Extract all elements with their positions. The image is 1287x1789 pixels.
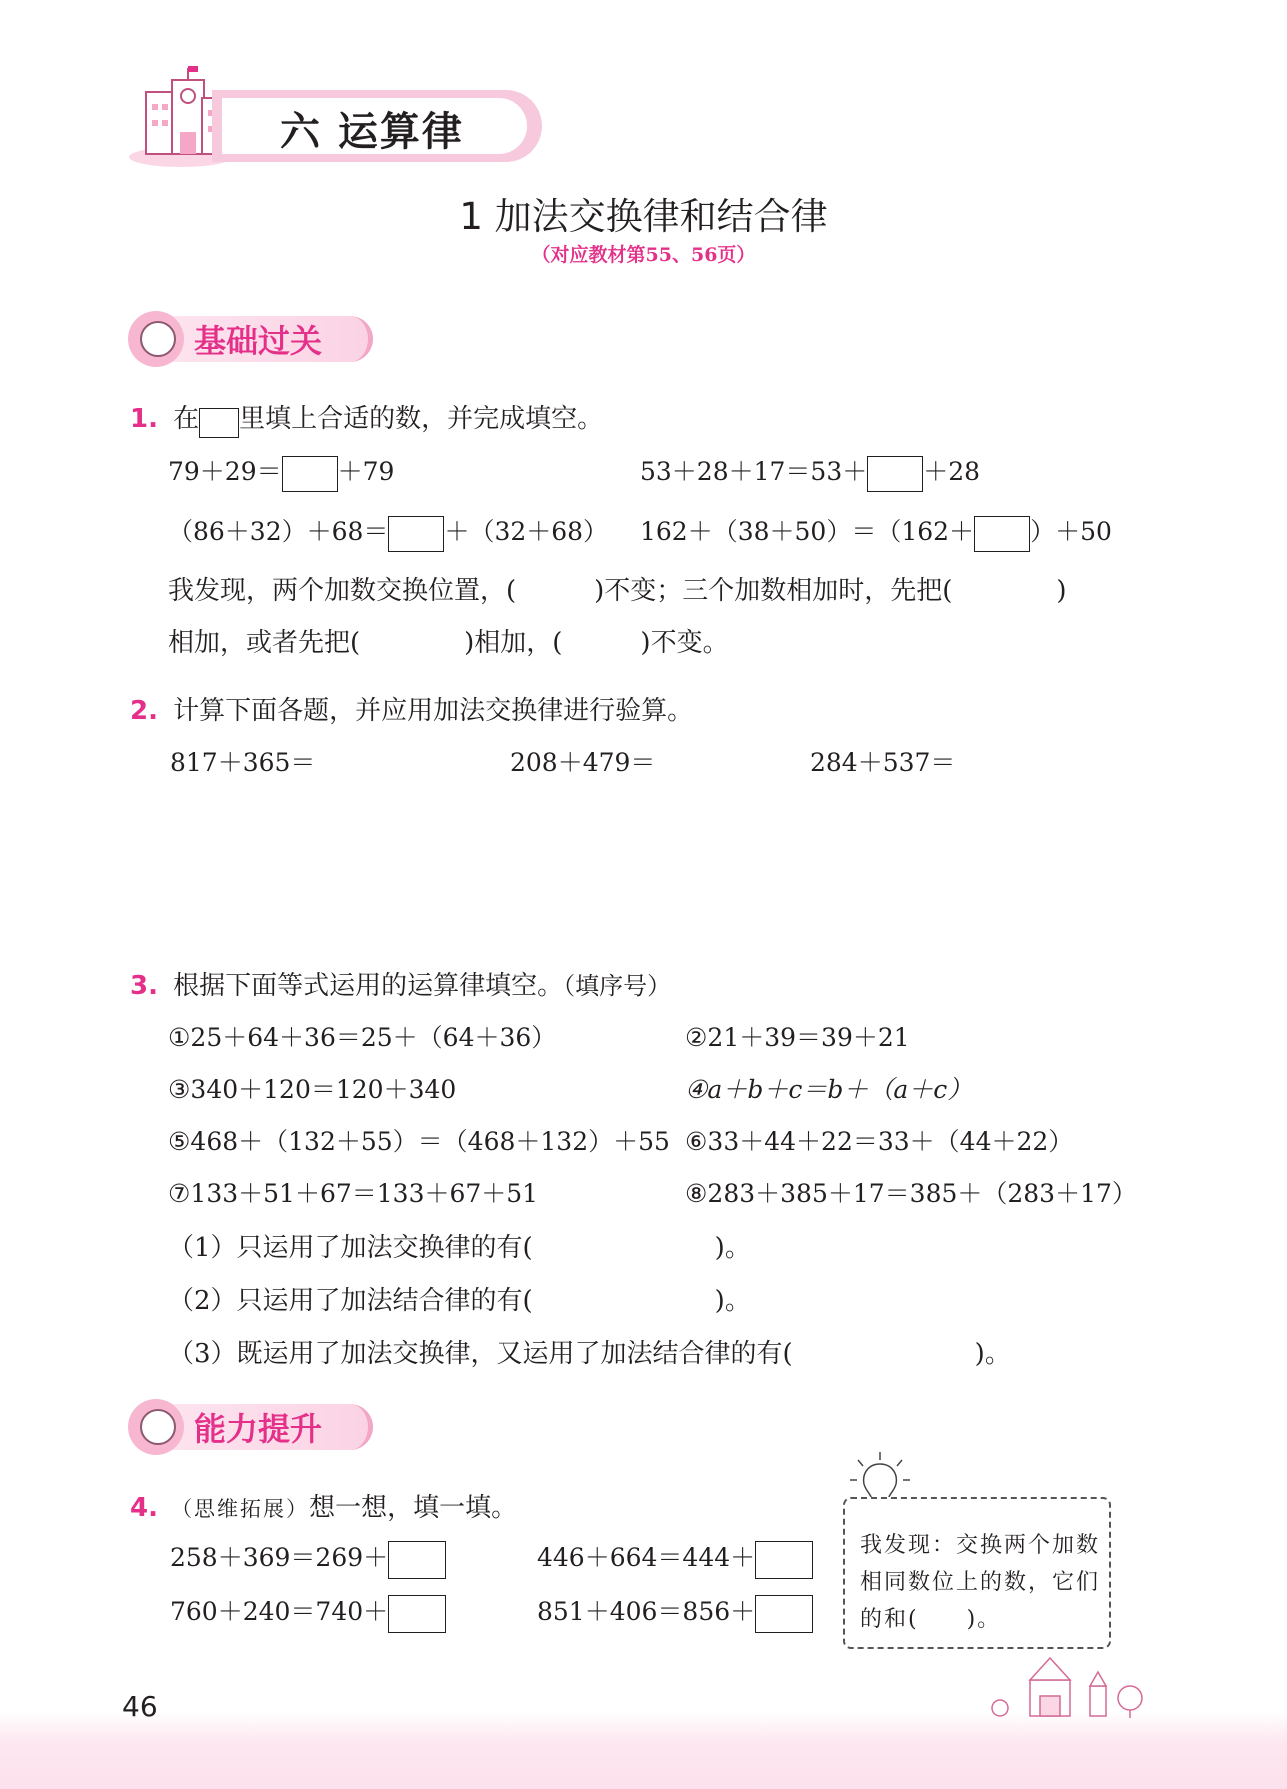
- calc-item: 208＋479＝: [510, 748, 656, 777]
- equation-item: ①25＋64＋36＝25＋（64＋36）: [168, 1023, 557, 1052]
- discovery-line-1: 我发现，两个加数交换位置，( )不变；三个加数相加时，先把( ): [168, 576, 1067, 606]
- equation-row: [640, 452, 980, 492]
- question-2-header: [130, 690, 693, 727]
- kid-face-icon: [128, 311, 184, 367]
- chapter-title: 六 运算律: [280, 109, 464, 155]
- section-label-basic: 基础过关: [194, 322, 323, 360]
- sub-question-3: （3）既运用了加法交换律，又运用了加法结合律的有( )。: [168, 1339, 1011, 1369]
- answer-box-sample: [199, 408, 239, 438]
- eq-text: ＋（32＋68）: [444, 517, 609, 546]
- answer-box[interactable]: [388, 1541, 446, 1579]
- question-3-header: [130, 965, 671, 1002]
- question-note: （填序号）: [563, 972, 672, 1000]
- eq-text: ）＋50: [1030, 517, 1112, 546]
- section-label-advanced: 能力提升: [194, 1410, 323, 1448]
- question-4-header: [130, 1487, 517, 1524]
- answer-box[interactable]: [755, 1541, 813, 1579]
- equation-item: ②21＋39＝39＋21: [685, 1023, 910, 1052]
- question-tag: （思维拓展）: [171, 1497, 310, 1521]
- question-text-b: 里填上合适的数，并完成填空。: [239, 404, 604, 434]
- eq-text: 53＋28＋17＝53＋: [640, 457, 868, 486]
- equation-row: [168, 512, 608, 552]
- eq-text: 760＋240＝740＋: [170, 1597, 389, 1626]
- eq-text: 162＋（38＋50）＝（162＋: [640, 517, 975, 546]
- answer-box[interactable]: [974, 516, 1030, 552]
- sub-question-2: （2）只运用了加法结合律的有( )。: [168, 1286, 751, 1316]
- castle-illustration: [980, 1650, 1160, 1720]
- question-number: 3.: [130, 971, 158, 1001]
- eq-text: 851＋406＝856＋: [537, 1597, 756, 1626]
- eq-text: （86＋32）＋68＝: [168, 517, 389, 546]
- lesson-subtitle: （对应教材第55、56页）: [531, 244, 756, 266]
- answer-box[interactable]: [755, 1595, 813, 1633]
- sub-question-1: （1）只运用了加法交换律的有( )。: [168, 1233, 751, 1263]
- equation-row: [168, 452, 394, 492]
- calc-item: 817＋365＝: [170, 748, 316, 777]
- question-number: 1.: [130, 404, 158, 434]
- equation-item: ④a＋b＋c＝b＋（a＋c）: [685, 1075, 973, 1104]
- calc-item: 284＋537＝: [810, 748, 956, 777]
- equation-item: ⑧283＋385＋17＝385＋（283＋17）: [685, 1179, 1137, 1208]
- lesson-title: 1 加法交换律和结合律: [459, 195, 828, 238]
- eq-text: 79＋29＝: [168, 457, 282, 486]
- eq-text: 446＋664＝444＋: [537, 1543, 756, 1572]
- equation-row: [640, 512, 1112, 552]
- equation-item: ③340＋120＝120＋340: [168, 1075, 457, 1104]
- question-number: 4.: [130, 1493, 158, 1523]
- equation-item: ⑦133＋51＋67＝133＋67＋51: [168, 1179, 539, 1208]
- question-text-a: 在: [173, 404, 200, 434]
- eq-text: ＋28: [923, 457, 981, 486]
- page-number: 46: [122, 1690, 158, 1723]
- question-number: 2.: [130, 696, 158, 726]
- equation-item: ⑥33＋44＋22＝33＋（44＋22）: [685, 1127, 1074, 1156]
- question-1-header: [130, 398, 603, 438]
- equation-row: [170, 1592, 446, 1633]
- answer-box[interactable]: [867, 456, 923, 492]
- footer-band: [0, 1712, 1287, 1789]
- question-text: 计算下面各题，并应用加法交换律进行验算。: [173, 696, 694, 726]
- equation-item: ⑤468＋（132＋55）＝（468＋132）＋55: [168, 1127, 670, 1156]
- equation-row: [170, 1538, 446, 1579]
- question-text: 根据下面等式运用的运算律填空。: [173, 971, 564, 1001]
- answer-box[interactable]: [388, 516, 444, 552]
- eq-text: 258＋369＝269＋: [170, 1543, 389, 1572]
- discovery-line-2: 相加，或者先把( )相加，( )不变。: [168, 628, 729, 658]
- answer-box[interactable]: [282, 456, 338, 492]
- answer-box[interactable]: [388, 1595, 446, 1633]
- eq-text: ＋79: [337, 457, 395, 486]
- hint-text: 我发现：交换两个加数相同数位上的数，它们的和( )。: [860, 1533, 1101, 1632]
- equation-row: [537, 1592, 813, 1633]
- kid-glasses-icon: [128, 1399, 184, 1455]
- equation-row: [537, 1538, 813, 1579]
- question-text: 想一想，填一填。: [309, 1493, 518, 1523]
